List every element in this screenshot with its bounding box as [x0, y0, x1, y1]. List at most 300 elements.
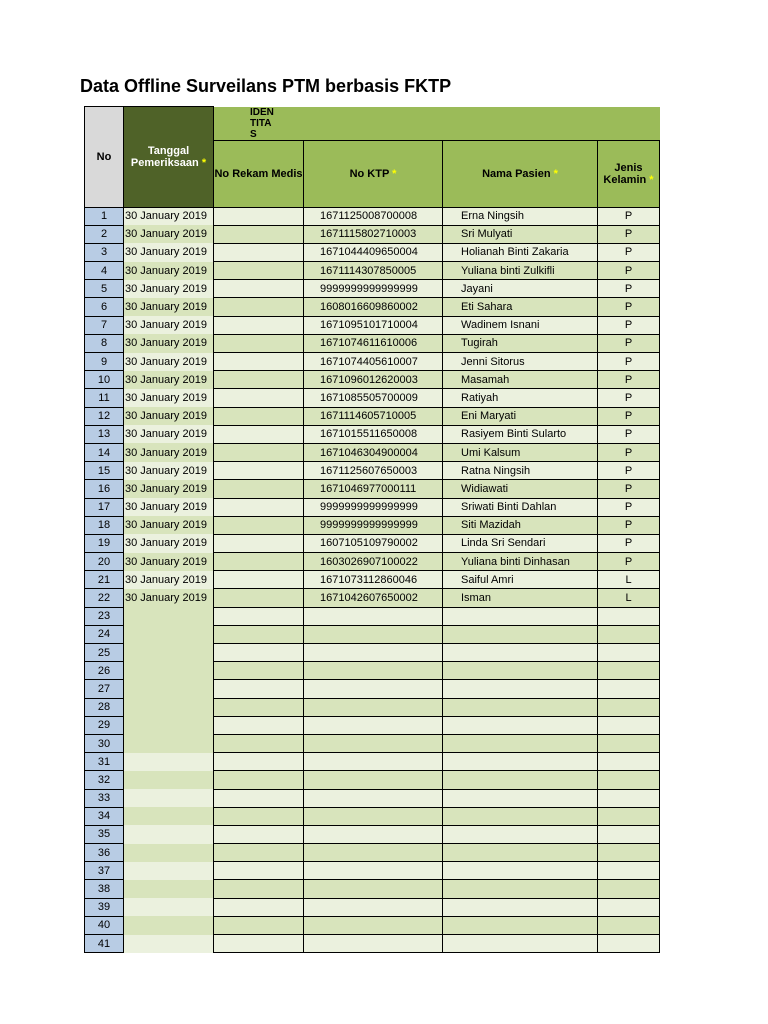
row-no-cell: 39	[85, 898, 124, 916]
row-no-cell: 33	[85, 789, 124, 807]
tanggal-cell[interactable]: 30 January 2019	[124, 498, 214, 516]
nama-pasien-cell[interactable]: Widiawati	[443, 480, 598, 498]
table-row[interactable]	[85, 825, 660, 843]
header-tanggal-label: Tanggal Pemeriksaan	[130, 144, 199, 169]
jenis-kelamin-cell[interactable]	[598, 844, 660, 862]
ktp-cell[interactable]	[304, 625, 443, 643]
table-row[interactable]	[85, 443, 660, 461]
jenis-kelamin-cell[interactable]	[598, 825, 660, 843]
nama-pasien-cell[interactable]: Yuliana binti Dinhasan	[443, 553, 598, 571]
table-row[interactable]	[85, 425, 660, 443]
table-row[interactable]	[85, 480, 660, 498]
jenis-kelamin-cell[interactable]: P	[598, 298, 660, 316]
tanggal-cell[interactable]: 30 January 2019	[124, 534, 214, 552]
table-row[interactable]	[85, 935, 660, 953]
tanggal-cell[interactable]	[124, 625, 214, 643]
nama-pasien-cell[interactable]: Isman	[443, 589, 598, 607]
tanggal-cell[interactable]: 30 January 2019	[124, 298, 214, 316]
row-no-cell: 35	[85, 825, 124, 843]
ktp-cell[interactable]	[304, 662, 443, 680]
table-row[interactable]	[85, 644, 660, 662]
row-no-cell: 12	[85, 407, 124, 425]
tanggal-cell[interactable]: 30 January 2019	[124, 516, 214, 534]
row-no-cell: 5	[85, 280, 124, 298]
nama-pasien-cell[interactable]	[443, 771, 598, 789]
ktp-cell[interactable]	[304, 789, 443, 807]
table-row[interactable]	[85, 753, 660, 771]
table-row[interactable]	[85, 462, 660, 480]
jenis-kelamin-cell[interactable]	[598, 862, 660, 880]
ktp-cell[interactable]	[304, 716, 443, 734]
jenis-kelamin-cell[interactable]: P	[598, 262, 660, 280]
tanggal-cell[interactable]: 30 January 2019	[124, 353, 214, 371]
page-title: Data Offline Surveilans PTM berbasis FKTP	[80, 76, 452, 96]
rekam-medis-cell[interactable]	[214, 425, 304, 443]
rekam-medis-cell[interactable]	[214, 334, 304, 352]
row-no-cell: 26	[85, 662, 124, 680]
nama-pasien-cell[interactable]	[443, 753, 598, 771]
row-no-cell: 29	[85, 716, 124, 734]
rekam-medis-cell[interactable]	[214, 898, 304, 916]
jenis-kelamin-cell[interactable]	[598, 716, 660, 734]
tanggal-cell[interactable]: 30 January 2019	[124, 443, 214, 461]
tanggal-cell[interactable]	[124, 807, 214, 825]
nama-pasien-cell[interactable]	[443, 844, 598, 862]
tanggal-cell[interactable]: 30 January 2019	[124, 316, 214, 334]
ktp-cell[interactable]	[304, 771, 443, 789]
table-row[interactable]	[85, 589, 660, 607]
rekam-medis-cell[interactable]	[214, 807, 304, 825]
rekam-medis-cell[interactable]	[214, 771, 304, 789]
rekam-medis-cell[interactable]	[214, 262, 304, 280]
ktp-cell[interactable]: 1671015511650008	[304, 425, 443, 443]
nama-pasien-cell[interactable]: Masamah	[443, 371, 598, 389]
jenis-kelamin-cell[interactable]: P	[598, 225, 660, 243]
tanggal-cell[interactable]	[124, 898, 214, 916]
ktp-cell[interactable]: 9999999999999999	[304, 280, 443, 298]
jenis-kelamin-cell[interactable]	[598, 734, 660, 752]
header-identitas-label: IDENTITAS	[250, 106, 274, 140]
jenis-kelamin-cell[interactable]: P	[598, 407, 660, 425]
rekam-medis-cell[interactable]	[214, 716, 304, 734]
rekam-medis-cell[interactable]	[214, 316, 304, 334]
tanggal-cell[interactable]	[124, 771, 214, 789]
rekam-medis-cell[interactable]	[214, 243, 304, 261]
rekam-medis-cell[interactable]	[214, 498, 304, 516]
rekam-medis-cell[interactable]	[214, 280, 304, 298]
jenis-kelamin-cell[interactable]: P	[598, 353, 660, 371]
tanggal-cell[interactable]	[124, 662, 214, 680]
rekam-medis-cell[interactable]	[214, 407, 304, 425]
table-row[interactable]	[85, 553, 660, 571]
row-no-cell: 9	[85, 353, 124, 371]
nama-pasien-cell[interactable]	[443, 825, 598, 843]
ktp-cell[interactable]	[304, 607, 443, 625]
nama-pasien-cell[interactable]: Wadinem Isnani	[443, 316, 598, 334]
tanggal-cell[interactable]: 30 January 2019	[124, 407, 214, 425]
jenis-kelamin-cell[interactable]	[598, 607, 660, 625]
ktp-cell[interactable]	[304, 825, 443, 843]
rekam-medis-cell[interactable]	[214, 516, 304, 534]
row-no-cell: 41	[85, 935, 124, 953]
header-jenis-kelamin	[598, 140, 660, 207]
ktp-cell[interactable]: 1671096012620003	[304, 371, 443, 389]
table-row[interactable]	[85, 262, 660, 280]
row-no-cell: 37	[85, 862, 124, 880]
row-no-cell: 31	[85, 753, 124, 771]
row-no-cell: 40	[85, 916, 124, 934]
rekam-medis-cell[interactable]	[214, 298, 304, 316]
row-no-cell: 2	[85, 225, 124, 243]
ktp-cell[interactable]: 1671085505700009	[304, 389, 443, 407]
nama-pasien-cell[interactable]	[443, 662, 598, 680]
required-mark: *	[201, 156, 207, 169]
nama-pasien-cell[interactable]	[443, 607, 598, 625]
tanggal-cell[interactable]: 30 January 2019	[124, 207, 214, 225]
table-row[interactable]	[85, 844, 660, 862]
table-row[interactable]	[85, 389, 660, 407]
table-row[interactable]	[85, 807, 660, 825]
jenis-kelamin-cell[interactable]: P	[598, 334, 660, 352]
ktp-cell[interactable]: 9999999999999999	[304, 516, 443, 534]
row-no-cell: 36	[85, 844, 124, 862]
tanggal-cell[interactable]: 30 January 2019	[124, 225, 214, 243]
jenis-kelamin-cell[interactable]: P	[598, 207, 660, 225]
nama-pasien-cell[interactable]: Umi Kalsum	[443, 443, 598, 461]
jenis-kelamin-cell[interactable]: L	[598, 589, 660, 607]
header-nama-label: Nama Pasien	[482, 167, 551, 180]
table-row[interactable]	[85, 371, 660, 389]
tanggal-cell[interactable]: 30 January 2019	[124, 553, 214, 571]
surveillance-table	[84, 106, 660, 953]
rekam-medis-cell[interactable]	[214, 462, 304, 480]
rekam-medis-cell[interactable]	[214, 844, 304, 862]
rekam-medis-cell[interactable]	[214, 225, 304, 243]
jenis-kelamin-cell[interactable]: L	[598, 571, 660, 589]
table-row[interactable]	[85, 225, 660, 243]
tanggal-cell[interactable]: 30 January 2019	[124, 280, 214, 298]
row-no-cell: 20	[85, 553, 124, 571]
rekam-medis-cell[interactable]	[214, 589, 304, 607]
ktp-cell[interactable]: 1607105109790002	[304, 534, 443, 552]
nama-pasien-cell[interactable]: Jayani	[443, 280, 598, 298]
ktp-cell[interactable]: 9999999999999999	[304, 498, 443, 516]
tanggal-cell[interactable]: 30 January 2019	[124, 480, 214, 498]
nama-pasien-cell[interactable]: Linda Sri Sendari	[443, 534, 598, 552]
table-row[interactable]	[85, 880, 660, 898]
row-no-cell: 25	[85, 644, 124, 662]
ktp-cell[interactable]	[304, 734, 443, 752]
nama-pasien-cell[interactable]: Tugirah	[443, 334, 598, 352]
rekam-medis-cell[interactable]	[214, 571, 304, 589]
ktp-cell[interactable]: 1671042607650002	[304, 589, 443, 607]
table-row[interactable]	[85, 316, 660, 334]
tanggal-cell[interactable]	[124, 844, 214, 862]
rekam-medis-cell[interactable]	[214, 443, 304, 461]
table-row[interactable]	[85, 607, 660, 625]
jenis-kelamin-cell[interactable]	[598, 625, 660, 643]
tanggal-cell[interactable]	[124, 607, 214, 625]
row-no-cell: 22	[85, 589, 124, 607]
tanggal-cell[interactable]: 30 January 2019	[124, 589, 214, 607]
jenis-kelamin-cell[interactable]	[598, 662, 660, 680]
table-row[interactable]	[85, 862, 660, 880]
tanggal-cell[interactable]	[124, 680, 214, 698]
table-row[interactable]	[85, 571, 660, 589]
nama-pasien-cell[interactable]: Erna Ningsih	[443, 207, 598, 225]
tanggal-cell[interactable]: 30 January 2019	[124, 371, 214, 389]
ktp-cell[interactable]	[304, 898, 443, 916]
ktp-cell[interactable]	[304, 680, 443, 698]
rekam-medis-cell[interactable]	[214, 935, 304, 953]
row-no-cell: 4	[85, 262, 124, 280]
nama-pasien-cell[interactable]	[443, 935, 598, 953]
nama-pasien-cell[interactable]: Ratiyah	[443, 389, 598, 407]
ktp-cell[interactable]: 1671115802710003	[304, 225, 443, 243]
nama-pasien-cell[interactable]: Eti Sahara	[443, 298, 598, 316]
row-no-cell: 28	[85, 698, 124, 716]
ktp-cell[interactable]: 1603026907100022	[304, 553, 443, 571]
rekam-medis-cell[interactable]	[214, 862, 304, 880]
header-tanggal	[124, 107, 214, 208]
table-row[interactable]	[85, 407, 660, 425]
jenis-kelamin-cell[interactable]	[598, 880, 660, 898]
tanggal-cell[interactable]	[124, 825, 214, 843]
jenis-kelamin-cell[interactable]	[598, 789, 660, 807]
ktp-cell[interactable]: 1671074611610006	[304, 334, 443, 352]
nama-pasien-cell[interactable]: Jenni Sitorus	[443, 353, 598, 371]
tanggal-cell[interactable]	[124, 880, 214, 898]
tanggal-cell[interactable]	[124, 644, 214, 662]
tanggal-cell[interactable]: 30 January 2019	[124, 243, 214, 261]
nama-pasien-cell[interactable]: Eni Maryati	[443, 407, 598, 425]
rekam-medis-cell[interactable]	[214, 789, 304, 807]
row-no-cell: 38	[85, 880, 124, 898]
nama-pasien-cell[interactable]: Ratna Ningsih	[443, 462, 598, 480]
tanggal-cell[interactable]: 30 January 2019	[124, 425, 214, 443]
ktp-cell[interactable]: 1671095101710004	[304, 316, 443, 334]
ktp-cell[interactable]: 1671125607650003	[304, 462, 443, 480]
tanggal-cell[interactable]	[124, 916, 214, 934]
rekam-medis-cell[interactable]	[214, 607, 304, 625]
ktp-cell[interactable]: 1671114307850005	[304, 262, 443, 280]
rekam-medis-cell[interactable]	[214, 644, 304, 662]
ktp-cell[interactable]	[304, 753, 443, 771]
header-jenis-label: Jenis Kelamin	[603, 161, 647, 186]
nama-pasien-cell[interactable]: Rasiyem Binti Sularto	[443, 425, 598, 443]
nama-pasien-cell[interactable]: Saiful Amri	[443, 571, 598, 589]
header-identitas-group	[214, 107, 660, 141]
table-row[interactable]	[85, 498, 660, 516]
nama-pasien-cell[interactable]	[443, 862, 598, 880]
jenis-kelamin-cell[interactable]	[598, 898, 660, 916]
table-row[interactable]	[85, 516, 660, 534]
table-row[interactable]	[85, 789, 660, 807]
tanggal-cell[interactable]	[124, 734, 214, 752]
nama-pasien-cell[interactable]	[443, 898, 598, 916]
tanggal-cell[interactable]: 30 January 2019	[124, 334, 214, 352]
tanggal-cell[interactable]	[124, 789, 214, 807]
tanggal-cell[interactable]	[124, 862, 214, 880]
jenis-kelamin-cell[interactable]: P	[598, 534, 660, 552]
ktp-cell[interactable]: 1671125008700008	[304, 207, 443, 225]
table-row[interactable]	[85, 243, 660, 261]
ktp-cell[interactable]	[304, 862, 443, 880]
rekam-medis-cell[interactable]	[214, 480, 304, 498]
row-no-cell: 17	[85, 498, 124, 516]
table-row[interactable]	[85, 298, 660, 316]
nama-pasien-cell[interactable]	[443, 807, 598, 825]
rekam-medis-cell[interactable]	[214, 353, 304, 371]
row-no-cell: 10	[85, 371, 124, 389]
jenis-kelamin-cell[interactable]	[598, 771, 660, 789]
ktp-cell[interactable]: 1608016609860002	[304, 298, 443, 316]
header-ktp	[304, 140, 443, 207]
row-no-cell: 16	[85, 480, 124, 498]
jenis-kelamin-cell[interactable]: P	[598, 553, 660, 571]
tanggal-cell[interactable]	[124, 698, 214, 716]
rekam-medis-cell[interactable]	[214, 916, 304, 934]
jenis-kelamin-cell[interactable]: P	[598, 389, 660, 407]
row-no-cell: 18	[85, 516, 124, 534]
jenis-kelamin-cell[interactable]	[598, 680, 660, 698]
rekam-medis-cell[interactable]	[214, 371, 304, 389]
row-no-cell: 32	[85, 771, 124, 789]
ktp-cell[interactable]: 1671114605710005	[304, 407, 443, 425]
rekam-medis-cell[interactable]	[214, 825, 304, 843]
row-no-cell: 30	[85, 734, 124, 752]
tanggal-cell[interactable]: 30 January 2019	[124, 571, 214, 589]
row-no-cell: 34	[85, 807, 124, 825]
row-no-cell: 15	[85, 462, 124, 480]
nama-pasien-cell[interactable]: Siti Mazidah	[443, 516, 598, 534]
nama-pasien-cell[interactable]: Sriwati Binti Dahlan	[443, 498, 598, 516]
jenis-kelamin-cell[interactable]: P	[598, 480, 660, 498]
table-row[interactable]	[85, 207, 660, 225]
nama-pasien-cell[interactable]	[443, 734, 598, 752]
nama-pasien-cell[interactable]	[443, 716, 598, 734]
tanggal-cell[interactable]	[124, 753, 214, 771]
table-row[interactable]	[85, 698, 660, 716]
row-no-cell: 24	[85, 625, 124, 643]
tanggal-cell[interactable]	[124, 935, 214, 953]
row-no-cell: 21	[85, 571, 124, 589]
jenis-kelamin-cell[interactable]	[598, 644, 660, 662]
rekam-medis-cell[interactable]	[214, 553, 304, 571]
table-row[interactable]	[85, 734, 660, 752]
jenis-kelamin-cell[interactable]: P	[598, 243, 660, 261]
ktp-cell[interactable]	[304, 844, 443, 862]
table-row[interactable]	[85, 916, 660, 934]
required-mark: *	[649, 173, 654, 186]
nama-pasien-cell[interactable]: Yuliana binti Zulkifli	[443, 262, 598, 280]
rekam-medis-cell[interactable]	[214, 680, 304, 698]
ktp-cell[interactable]: 1671044409650004	[304, 243, 443, 261]
jenis-kelamin-cell[interactable]: P	[598, 280, 660, 298]
rekam-medis-cell[interactable]	[214, 662, 304, 680]
header-rekam-medis: No Rekam Medis	[214, 140, 304, 207]
row-no-cell: 23	[85, 607, 124, 625]
nama-pasien-cell[interactable]: Holianah Binti Zakaria	[443, 243, 598, 261]
ktp-cell[interactable]	[304, 644, 443, 662]
row-no-cell: 11	[85, 389, 124, 407]
tanggal-cell[interactable]: 30 January 2019	[124, 262, 214, 280]
nama-pasien-cell[interactable]	[443, 680, 598, 698]
row-no-cell: 27	[85, 680, 124, 698]
nama-pasien-cell[interactable]: Sri Mulyati	[443, 225, 598, 243]
ktp-cell[interactable]	[304, 880, 443, 898]
rekam-medis-cell[interactable]	[214, 880, 304, 898]
header-ktp-label: No KTP	[349, 167, 390, 180]
row-no-cell: 6	[85, 298, 124, 316]
ktp-cell[interactable]	[304, 916, 443, 934]
jenis-kelamin-cell[interactable]: P	[598, 516, 660, 534]
ktp-cell[interactable]	[304, 698, 443, 716]
table-row[interactable]	[85, 280, 660, 298]
jenis-kelamin-cell[interactable]	[598, 698, 660, 716]
nama-pasien-cell[interactable]	[443, 789, 598, 807]
nama-pasien-cell[interactable]	[443, 644, 598, 662]
tanggal-cell[interactable]: 30 January 2019	[124, 462, 214, 480]
jenis-kelamin-cell[interactable]: P	[598, 443, 660, 461]
rekam-medis-cell[interactable]	[214, 625, 304, 643]
jenis-kelamin-cell[interactable]	[598, 807, 660, 825]
ktp-cell[interactable]	[304, 935, 443, 953]
table-row[interactable]	[85, 898, 660, 916]
nama-pasien-cell[interactable]	[443, 698, 598, 716]
nama-pasien-cell[interactable]	[443, 880, 598, 898]
jenis-kelamin-cell[interactable]: P	[598, 371, 660, 389]
nama-pasien-cell[interactable]	[443, 625, 598, 643]
ktp-cell[interactable]: 1671046304900004	[304, 443, 443, 461]
tanggal-cell[interactable]	[124, 716, 214, 734]
rekam-medis-cell[interactable]	[214, 734, 304, 752]
table-row[interactable]	[85, 680, 660, 698]
ktp-cell[interactable]	[304, 807, 443, 825]
jenis-kelamin-cell[interactable]: P	[598, 316, 660, 334]
ktp-cell[interactable]: 1671046977000111	[304, 480, 443, 498]
jenis-kelamin-cell[interactable]	[598, 916, 660, 934]
rekam-medis-cell[interactable]	[214, 698, 304, 716]
rekam-medis-cell[interactable]	[214, 753, 304, 771]
rekam-medis-cell[interactable]	[214, 534, 304, 552]
jenis-kelamin-cell[interactable]: P	[598, 498, 660, 516]
table-row[interactable]	[85, 716, 660, 734]
jenis-kelamin-cell[interactable]	[598, 753, 660, 771]
rekam-medis-cell[interactable]	[214, 207, 304, 225]
rekam-medis-cell[interactable]	[214, 389, 304, 407]
nama-pasien-cell[interactable]	[443, 916, 598, 934]
table-row[interactable]	[85, 662, 660, 680]
jenis-kelamin-cell[interactable]	[598, 935, 660, 953]
table-row[interactable]	[85, 334, 660, 352]
tanggal-cell[interactable]: 30 January 2019	[124, 389, 214, 407]
ktp-cell[interactable]: 1671073112860046	[304, 571, 443, 589]
jenis-kelamin-cell[interactable]: P	[598, 462, 660, 480]
header-nama-pasien	[443, 140, 598, 207]
header-no: No	[85, 107, 124, 208]
table-row[interactable]	[85, 771, 660, 789]
table-row[interactable]	[85, 625, 660, 643]
row-no-cell: 1	[85, 207, 124, 225]
jenis-kelamin-cell[interactable]: P	[598, 425, 660, 443]
row-no-cell: 8	[85, 334, 124, 352]
table-row[interactable]	[85, 353, 660, 371]
required-mark: *	[392, 167, 397, 180]
table-row[interactable]	[85, 534, 660, 552]
required-mark: *	[553, 167, 558, 180]
ktp-cell[interactable]: 1671074405610007	[304, 353, 443, 371]
